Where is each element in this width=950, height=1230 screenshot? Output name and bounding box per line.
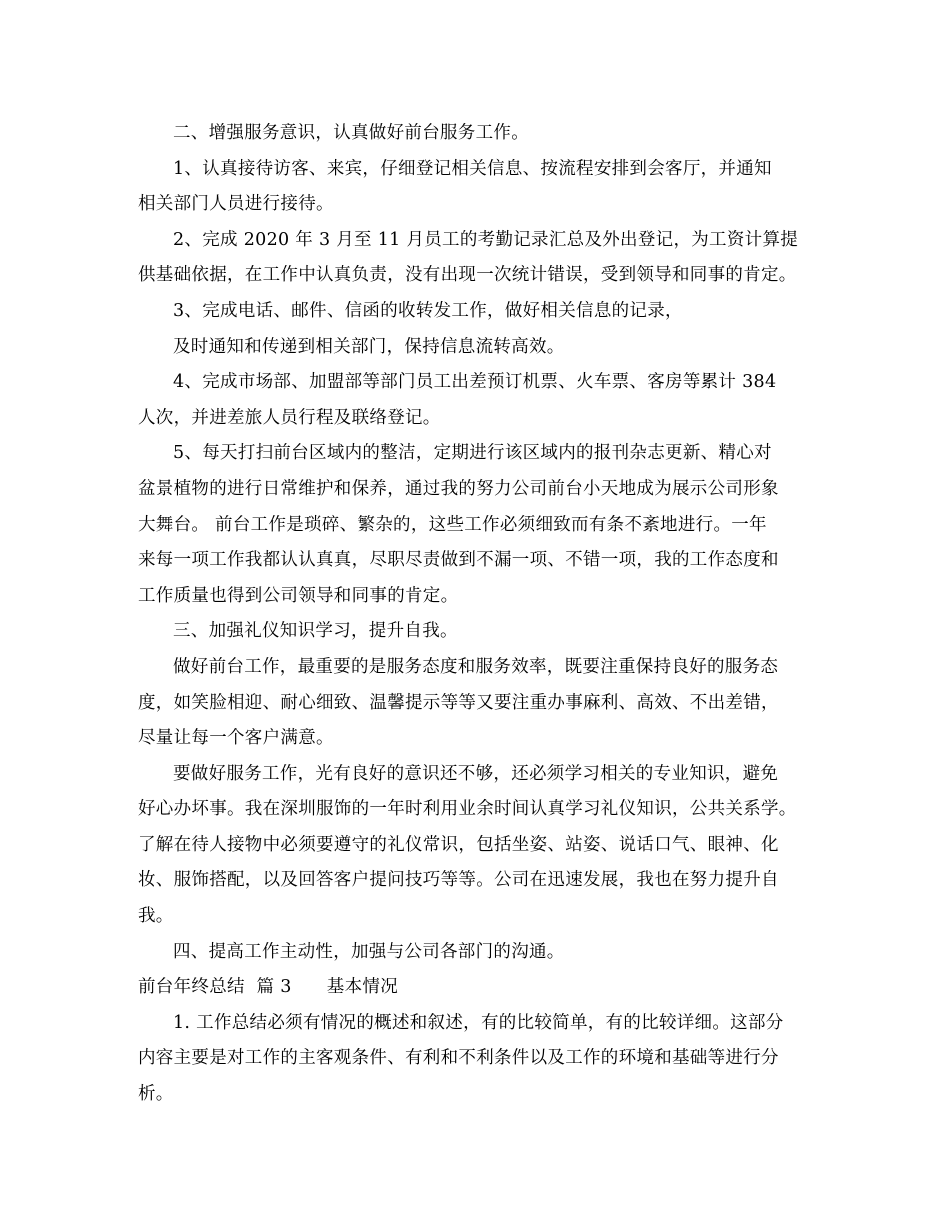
paragraph-line: 来每一项工作我都认认真真，尽职尽责做到不漏一项、不错一项，我的工作态度和 xyxy=(138,550,779,571)
paragraph-line: 3、完成电话、邮件、信函的收转发工作，做好相关信息的记录， xyxy=(173,300,683,321)
section-heading: 二、增强服务意识，认真做好前台服务工作。 xyxy=(173,123,529,143)
article-heading: 前台年终总结 篇 3 基本情况 xyxy=(138,977,398,998)
paragraph-line: 尽量让每一个客户满意。 xyxy=(138,728,334,749)
paragraph-line: 1、认真接待访客、来宾，仔细登记相关信息、按流程安排到会客厅，并通知 xyxy=(173,158,772,179)
paragraph-line: 4、完成市场部、加盟部等部门员工出差预订机票、火车票、客房等累计 384 xyxy=(173,372,777,393)
paragraph-line: 了解在待人接物中必须要遵守的礼仪常识，包括坐姿、站姿、说话口气、眼神、化 xyxy=(138,834,779,855)
paragraph-line: 妆、服饰搭配，以及回答客户提问技巧等等。公司在迅速发展，我也在努力提升自 xyxy=(138,870,779,891)
paragraph-line: 工作质量也得到公司领导和同事的肯定。 xyxy=(138,585,459,606)
paragraph-line: 相关部门人员进行接待。 xyxy=(138,194,334,215)
paragraph-line: 大舞台。 前台工作是琐碎、繁杂的，这些工作必须细致而有条不紊地进行。一年 xyxy=(138,514,767,535)
paragraph-line: 析。 xyxy=(138,1084,174,1105)
section-heading: 四、提高工作主动性，加强与公司各部门的沟通。 xyxy=(173,941,565,962)
paragraph-line: 度，如笑脸相迎、耐心细致、温馨提示等等又要注重办事麻利、高效、不出差错， xyxy=(138,692,779,713)
paragraph-line: 人次，并进差旅人员行程及联络登记。 xyxy=(138,407,441,428)
paragraph-line: 2、完成 2020 年 3 月至 11 月员工的考勤记录汇总及外出登记，为工资计算提 xyxy=(173,229,799,250)
paragraph-line: 及时通知和传递到相关部门，保持信息流转高效。 xyxy=(173,336,565,357)
paragraph-line: 要做好服务工作，光有良好的意识还不够，还必须学习相关的专业知识，避免 xyxy=(173,763,779,784)
paragraph-line: 我。 xyxy=(138,906,174,927)
paragraph-line: 好心办坏事。我在深圳服饰的一年时利用业余时间认真学习礼仪知识，公共关系学。 xyxy=(138,799,797,820)
document-body xyxy=(138,116,828,1113)
paragraph-line: 做好前台工作，最重要的是服务态度和服务效率，既要注重保持良好的服务态 xyxy=(173,656,779,677)
paragraph-line: 供基础依据，在工作中认真负责，没有出现一次统计错误，受到领导和同事的肯定。 xyxy=(138,265,797,286)
paragraph-line: 5、每天打扫前台区域内的整洁，定期进行该区域内的报刊杂志更新、精心对 xyxy=(173,443,772,464)
section-heading: 三、加强礼仪知识学习，提升自我。 xyxy=(173,621,458,642)
paragraph-line: 盆景植物的进行日常维护和保养，通过我的努力公司前台小天地成为展示公司形象 xyxy=(138,478,779,499)
paragraph-line: 1. 工作总结必须有情况的概述和叙述，有的比较简单，有的比较详细。这部分 xyxy=(173,1012,784,1033)
paragraph-line: 内容主要是对工作的主客观条件、有利和不利条件以及工作的环境和基础等进行分 xyxy=(138,1048,779,1069)
